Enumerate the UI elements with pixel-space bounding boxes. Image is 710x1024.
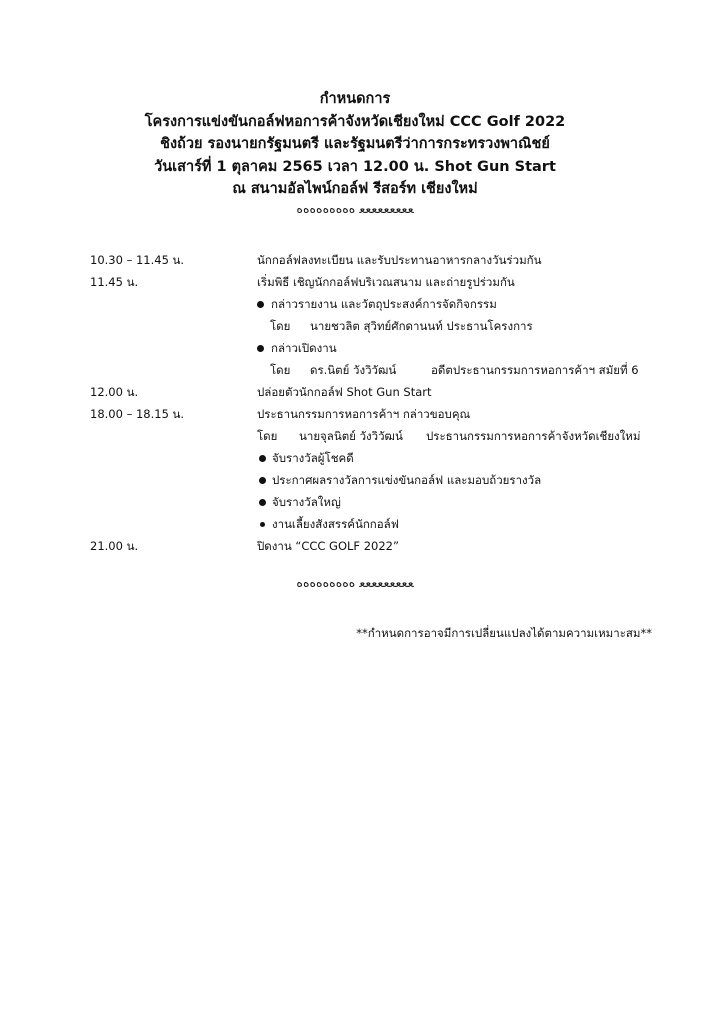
bullet-icon (257, 301, 264, 308)
event-date-line: วันเสาร์ที่ 1 ตุลาคม 2565 เวลา 12.00 น. Shot Gun Start (154, 158, 556, 175)
venue-line: ณ สนามอัลไพน์กอล์ฟ รีสอร์ท เชียงใหม่ (232, 181, 478, 197)
row-description: ปล่อยตัวนักกอล์ฟ Shot Gun Start (257, 385, 432, 399)
row-time: 11.45 น. (90, 275, 139, 289)
bullet-text: ประกาศผลรางวัลการแข่งขันกอล์ฟ และมอบถ้วยรางวัล (272, 473, 542, 487)
row-description: นักกอล์ฟลงทะเบียน และรับประทานอาหารกลางวันร่วมกัน (257, 253, 542, 267)
bullet-text: งานเลี้ยงสังสรรค์นักกอล์ฟ (272, 517, 399, 531)
speaker-name: นายชวลิต สุวิทย์ศักดานนท์ ประธานโครงการ (310, 319, 533, 333)
bullet-text: จับรางวัลใหญ่ (272, 495, 341, 509)
row-description: เริ่มพิธี เชิญนักกอล์ฟบริเวณสนาม และถ่ายรูปร่วมกัน (257, 275, 515, 289)
project-name: โครงการแข่งขันกอล์ฟหอการค้าจังหวัดเชียงใหม่ CCC Golf 2022 (144, 113, 566, 130)
schedule-row (0, 538, 710, 558)
schedule-row (0, 384, 710, 404)
bullet-text: กล่าวรายงาน และวัตถุประสงค์การจัดกิจกรรม (271, 297, 497, 311)
speaker-line (0, 318, 710, 338)
by-label: โดย (257, 429, 278, 443)
trophy-line: ชิงถ้วย รองนายกรัฐมนตรี และรัฐมนตรีว่าการกระทรวงพาณิชย์ (160, 136, 550, 152)
speaker-line (0, 362, 710, 382)
by-label: โดย (270, 319, 291, 333)
bullet-item (0, 450, 710, 470)
bullet-item (0, 494, 710, 514)
bullet-text: กล่าวเปิดงาน (271, 341, 337, 355)
ornament-divider-bottom: ﻌﻌﻌﻌﻌﻌﻌﻌﻌ ﻩﻩﻩﻩﻩﻩﻩﻩﻩ (296, 575, 414, 590)
bullet-item (0, 340, 710, 360)
speaker-name: ดร.นิตย์ วังวิวัฒน์ (310, 363, 397, 377)
bullet-icon (260, 522, 265, 527)
schedule-row (0, 406, 710, 426)
bullet-icon (259, 477, 266, 484)
bullet-item (0, 516, 710, 536)
row-time: 10.30 – 11.45 น. (90, 253, 185, 267)
speaker-role: ประธานกรรมการหอการค้าจังหวัดเชียงใหม่ (426, 429, 641, 443)
schedule-row (0, 252, 710, 272)
row-time: 18.00 – 18.15 น. (90, 407, 185, 421)
speaker-name: นายจุลนิตย์ วังวิวัฒน์ (299, 429, 403, 443)
row-description: ประธานกรรมการหอการค้าฯ กล่าวขอบคุณ (257, 407, 471, 421)
schedule-row (0, 274, 710, 294)
bullet-item (0, 296, 710, 316)
bullet-icon (257, 345, 264, 352)
by-label: โดย (270, 363, 291, 377)
document-header (0, 88, 710, 217)
row-time: 21.00 น. (90, 539, 139, 553)
ornament-divider-top: ﻌﻌﻌﻌﻌﻌﻌﻌﻌ ﻩﻩﻩﻩﻩﻩﻩﻩﻩ (296, 200, 414, 216)
row-description: ปิดงาน “CCC GOLF 2022” (257, 539, 399, 553)
disclaimer-note: **กำหนดการอาจมีการเปลี่ยนแปลงได้ตามความเหมาะสม** (356, 626, 652, 640)
speaker-line (0, 428, 710, 448)
speaker-role: อดีตประธานกรรมการหอการค้าฯ สมัยที่ 6 (431, 363, 639, 377)
row-time: 12.00 น. (90, 385, 139, 399)
bullet-icon (259, 455, 266, 462)
bullet-text: จับรางวัลผู้โชคดี (272, 451, 354, 465)
bullet-item (0, 472, 710, 492)
document-title: กำหนดการ (319, 91, 391, 107)
bullet-icon (259, 499, 266, 506)
